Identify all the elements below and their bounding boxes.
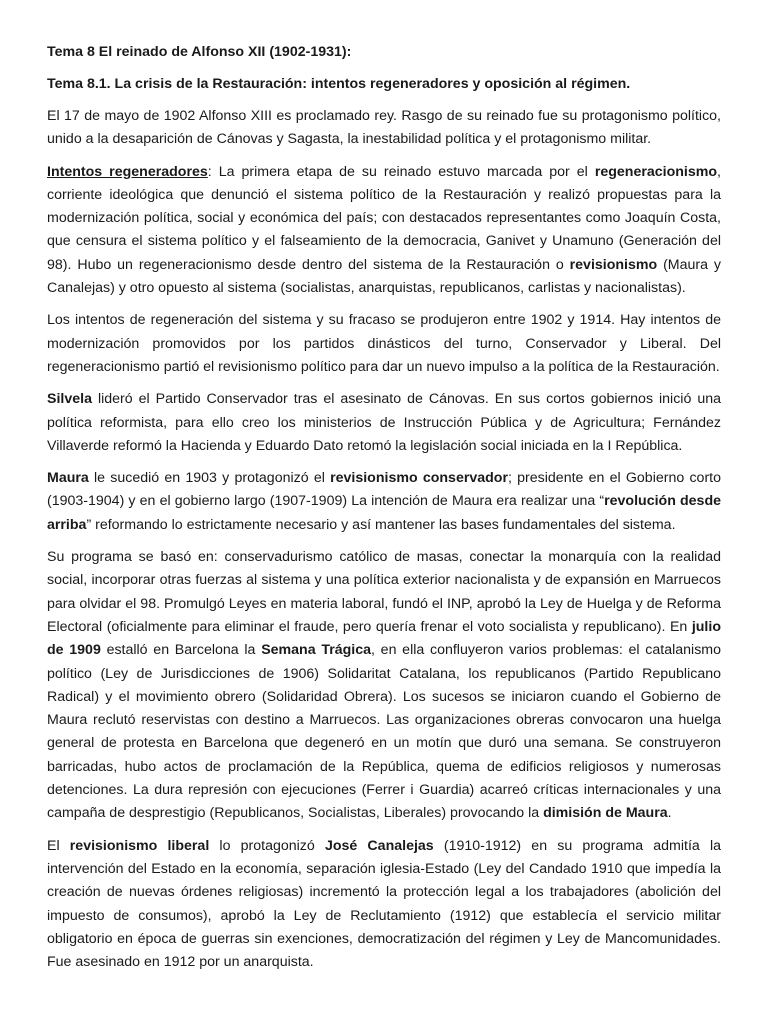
text-run: ; presidente en el Gobierno corto (1903-1904) y en el gobierno largo (1907-1909) La intención de Maura era realizar una “: [47, 470, 722, 510]
text-run: : La primera etapa de su reinado estuvo marcada por el: [207, 163, 595, 180]
text-run: (1910-1912) en su programa admitía la intervención del Estado en la economía, separación iglesia-Estado (Ley del Candado 1910 que impedía la creación de nuevas órdenes religiosas) incrementó la protección legal a los trabajadores (abolición del impuesto de consumos), aprobó la Ley de Reclutamiento (1912) que establecía el servicio militar obligatorio en época de guerras sin exenciones, democratización del régimen y Ley de Mancomunidades. Fue asesinado en 1912 por un anarquista.: [47, 837, 721, 971]
text-run: .: [667, 805, 672, 822]
text-run: El: [47, 837, 70, 854]
section-heading: Tema 8.1. La crisis de la Restauración: intentos regeneradores y oposición al régimen.: [47, 76, 631, 92]
bold-text-run: Maura: [47, 470, 89, 487]
bold-text-run: regeneracionismo: [594, 163, 718, 180]
paragraph-proclamation: [47, 105, 721, 152]
bold-text-run: julio de 1909: [47, 618, 721, 659]
text-run: , en ella confluyeron varios problemas: el catalanismo político (Ley de Jurisdicciones de 1906) Solidaritat Catalana, los republicanos (Partido Republicano Radical) y el movimiento obrero (Solidaridad Obrera). Los sucesos se iniciaron cuando el Gobierno de Maura reclutó reservistas con destino a Marruecos. Las organizaciones obreras convocaron una huelga general de protesta en Barcelona que degeneró en un motín que duró una semana. Se construyeron barricadas, hubo actos de proclamación de la República, quema de edificios religiosos y numerosas detenciones. La dura represión con ejecuciones (Ferrer i Guardia) acarreó críticas internacionales y una campaña de desprestigio (Republicanos, Socialistas, Liberales) provocando la: [47, 642, 721, 822]
bold-text-run: Intentos regeneradores: [47, 163, 208, 180]
bold-text-run: Silvela: [47, 391, 92, 408]
paragraph-maura: [47, 467, 721, 537]
bold-text-run: dimisión de Maura: [543, 805, 668, 822]
bold-text-run: revisionismo liberal: [69, 837, 210, 854]
bold-text-run: revolución desde arriba: [47, 493, 722, 533]
paragraph-silvela: [47, 388, 721, 458]
text-run: estalló en Barcelona la: [100, 642, 262, 659]
text-run: lo protagonizó: [209, 837, 325, 854]
bold-text-run: José Canalejas: [324, 837, 434, 854]
text-run: Su programa se basó en: conservadurismo católico de masas, conectar la monarquía con la realidad social, incorporar otras fuerzas al sistema y una política exterior nacionalista y de expansión en Marruecos para olvidar el 98. Promulgó Leyes en materia laboral, fundó el INP, aprobó la Ley de Huelga y de Reforma Electoral (oficialmente para eliminar el fraude, pero quería frenar el voto socialista y republicano). En: [47, 549, 721, 635]
text-run: Los intentos de regeneración del sistema y su fracaso se produjeron entre 1902 y 1914. Hay intentos de modernización promovidos por los partidos dinásticos del turno, Conservador y Liberal. Del regeneracionismo partió el revisionismo político para dar un nuevo impulso a la política de la Restauración.: [47, 312, 721, 375]
document-title: Tema 8 El reinado de Alfonso XII (1902-1931):: [47, 44, 352, 60]
text-run: El 17 de mayo de 1902 Alfonso XIII es proclamado rey. Rasgo de su reinado fue su protagonismo político, unido a la desaparición de Cánovas y Sagasta, la inestabilidad política y el protagonismo militar.: [47, 108, 721, 148]
text-run: (Maura y Canalejas) y otro opuesto al sistema (socialistas, anarquistas, republicanos, carlistas y nacionalistas).: [47, 256, 721, 297]
bold-text-run: Semana Trágica: [261, 642, 372, 659]
text-run: le sucedió en 1903 y protagonizó el: [88, 470, 331, 487]
paragraph-programa-maura: [47, 546, 721, 826]
bold-text-run: revisionismo: [569, 256, 658, 273]
paragraph-intentos-regeneradores: [47, 161, 721, 301]
bold-text-run: revisionismo conservador: [330, 470, 508, 487]
text-run: ” reformando lo estrictamente necesario y así mantener las bases fundamentales del sistema.: [86, 516, 676, 533]
text-run: , corriente ideológica que denunció el sistema político de la Restauración y realizó propuestas para la modernización política, social y económica del país; con destacados representantes como Joaquín Costa, que censura el sistema político y el falseamiento de la democracia, Ganivet y Unamuno (Generación del 98). Hubo un regeneracionismo desde dentro del sistema de la Restauración o: [47, 163, 721, 273]
text-run: lideró el Partido Conservador tras el asesinato de Cánovas. En sus cortos gobiernos inició una política reformista, para ello creo los ministerios de Instrucción Pública y de Agricultura; Fernández Villaverde reformó la Hacienda y Eduardo Dato retomó la legislación social iniciada en la I República.: [47, 391, 721, 454]
paragraph-canalejas: [47, 835, 721, 975]
paragraph-intentos-regeneracion: [47, 309, 721, 379]
